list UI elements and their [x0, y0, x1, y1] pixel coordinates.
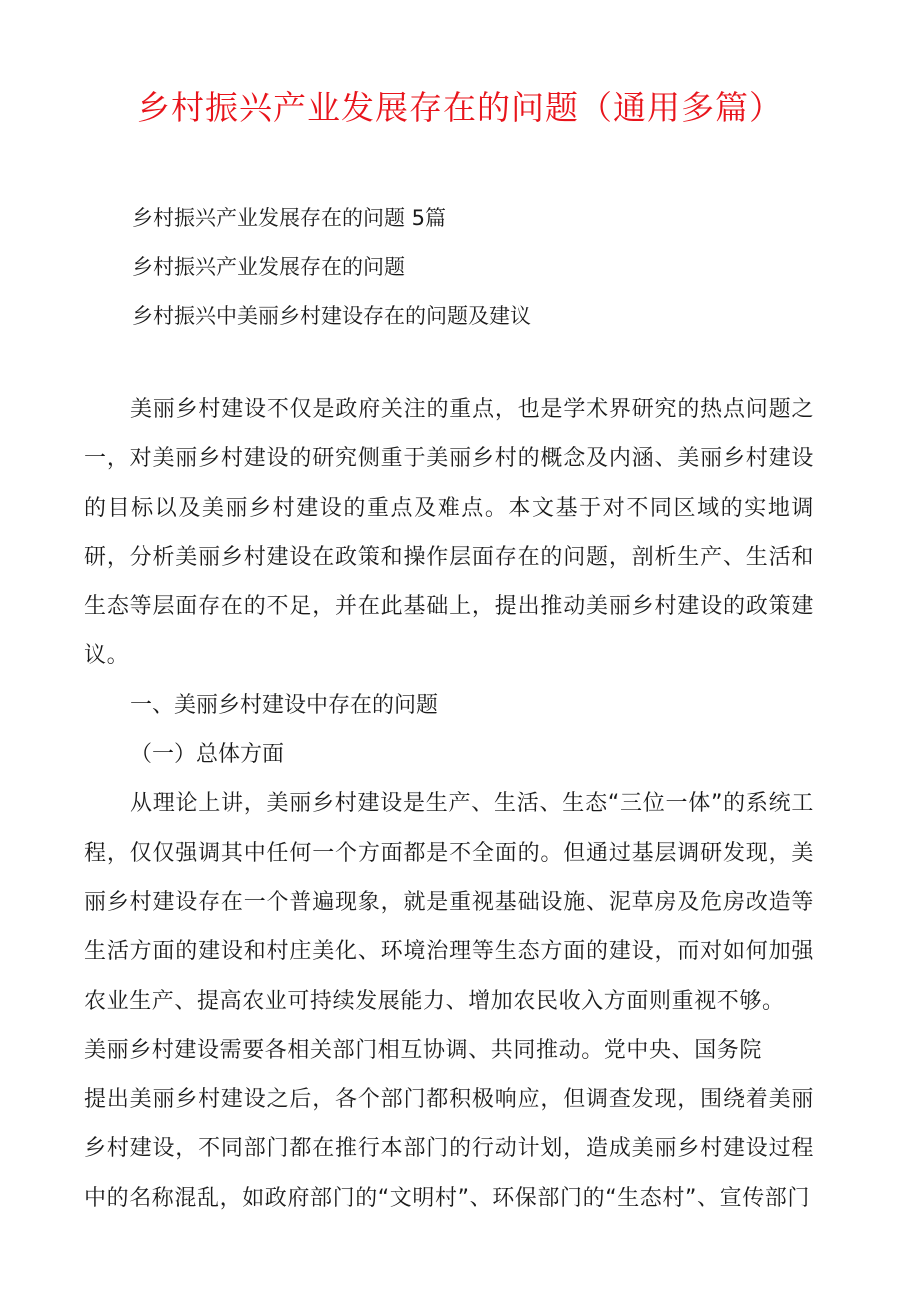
- toc-item: 乡村振兴中美丽乡村建设存在的问题及建议: [132, 304, 531, 328]
- body-paragraph-line: 美丽乡村建设需要各相关部门相互协调、共同推动。党中央、国务院: [84, 1037, 763, 1063]
- section-heading: 一、美丽乡村建设中存在的问题: [130, 692, 439, 718]
- toc-item: 乡村振兴产业发展存在的问题: [132, 255, 405, 279]
- toc-item: 乡村振兴产业发展存在的问题 5篇: [132, 206, 447, 230]
- body-paragraph: 从理论上讲，美丽乡村建设是生产、生活、生态“三位一体”的系统工程，仅仅强调其中任何一个方面都是不全面的。但通过基层调研发现，美丽乡村建设存在一个普遍现象，就是重视基础设施、泥草房及危房改造等生活方面的建设和村庄美化、环境治理等生态方面的建设，而对如何加强农业生产、提高农业可持续发展能力、增加农民收入方面则重视不够。: [84, 791, 814, 1014]
- table-of-contents: [132, 194, 531, 341]
- body-paragraph: 提出美丽乡村建设之后，各个部门都积极响应，但调查发现，围绕着美丽乡村建设，不同部门都在推行本部门的行动计划，造成美丽乡村建设过程中的名称混乱，如政府部门的“文明村”、环保部门的“生态村”、宣传部门: [84, 1087, 814, 1211]
- intro-paragraph: 美丽乡村建设不仅是政府关注的重点，也是学术界研究的热点问题之一，对美丽乡村建设的研究侧重于美丽乡村的概念及内涵、美丽乡村建设的目标以及美丽乡村建设的重点及难点。本文基于对不同区域的实地调研，分析美丽乡村建设在政策和操作层面存在的问题，剖析生产、生活和生态等层面存在的不足，并在此基础上，提出推动美丽乡村建设的政策建议。: [84, 397, 814, 669]
- document-title: 乡村振兴产业发展存在的问题（通用多篇）: [137, 88, 783, 127]
- document-body: [84, 385, 814, 1223]
- subsection-heading: （一）总体方面: [130, 742, 285, 768]
